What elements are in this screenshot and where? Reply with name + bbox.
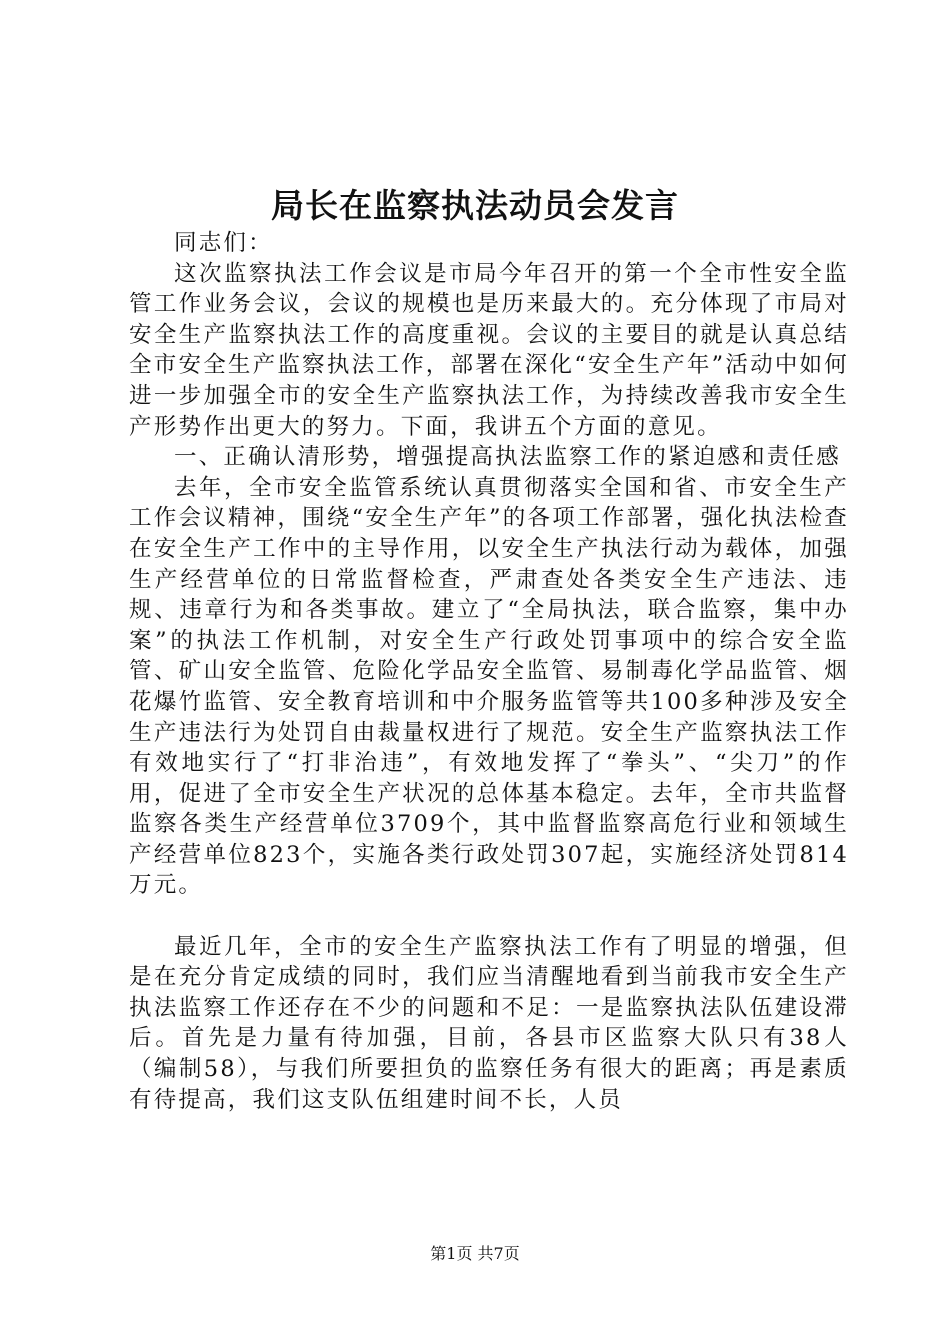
paragraph-last-year: 去年，全市安全监管系统认真贯彻落实全国和省、市安全生产工作会议精神，围绕“安全生产年”的各项工作部署，强化执法检查在安全生产工作中的主导作用，以安全生产执法行动为载体，加强生产经营单位的日常监督检查，严肃查处各类安全生产违法、违规、违章行为和各类事故。建立了“全局执法，联合监察，集中办案”的执法工作机制，对安全生产行政处罚事项中的综合安全监管、矿山安全监管、危险化学品安全监管、易制毒化学品监管、烟花爆竹监管、安全教育培训和中介服务监管等共100多种涉及安全生产违法行为处罚自由裁量权进行了规范。安全生产监察执法工作有效地实行了“打非治违”，有效地发挥了“拳头”、“尖刀”的作用，促进了全市安全生产状况的总体基本稳定。去年，全市共监督监察各类生产经营单位3709个，其中监督监察高危行业和领域生产经营单位823个，实施各类行政处罚307起，实施经济处罚814万元。 — [129, 474, 849, 899]
salutation: 同志们： — [174, 230, 273, 256]
document-body — [129, 228, 849, 1115]
paragraph-intro: 这次监察执法工作会议是市局今年召开的第一个全市性安全监管工作业务会议，会议的规模也是历来最大的。充分体现了市局对安全生产监察执法工作的高度重视。会议的主要目的就是认真总结全市安全生产监察执法工作，部署在深化“安全生产年”活动中如何进一步加强全市的安全生产监察执法工作，为持续改善我市安全生产形势作出更大的努力。下面，我讲五个方面的意见。 — [129, 260, 849, 440]
paragraph-problems: 最近几年，全市的安全生产监察执法工作有了明显的增强，但是在充分肯定成绩的同时，我们应当清醒地看到当前我市安全生产执法监察工作还存在不少的问题和不足：一是监察执法队伍建设滞后。首先是力量有待加强，目前，各县市区监察大队只有38人（编制58），与我们所要担负的监察任务有很大的距离；再是素质有待提高，我们这支队伍组建时间不长，人员 — [129, 933, 849, 1113]
section-heading-1: 一、正确认清形势，增强提高执法监察工作的紧迫感和责任感 — [174, 444, 841, 471]
page-number: 第1页 共7页 — [430, 1244, 520, 1263]
document-title: 局长在监察执法动员会发言 — [271, 186, 679, 225]
